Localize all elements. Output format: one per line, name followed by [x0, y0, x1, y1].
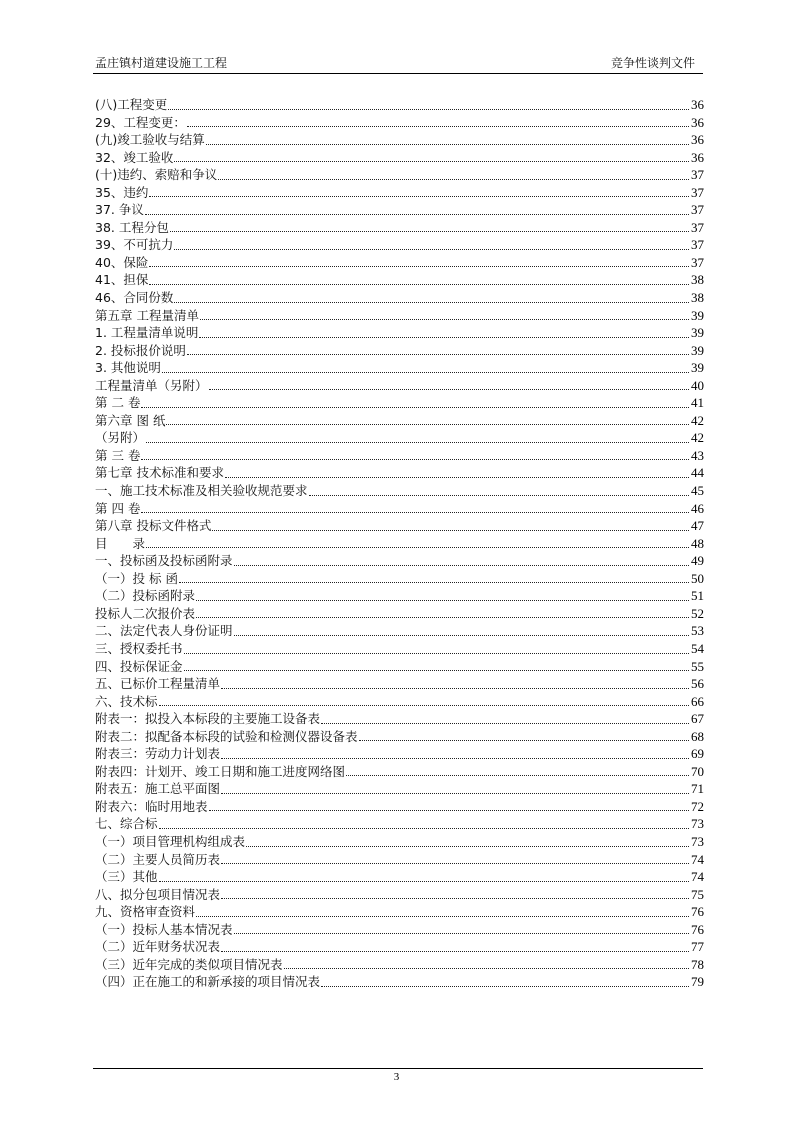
- toc-entry-title: 41、担保: [95, 272, 149, 288]
- toc-entry-page-number: 73: [691, 816, 704, 832]
- dot-leader: [218, 178, 689, 180]
- toc-entry-title: 第 三 卷: [95, 447, 141, 463]
- toc-entry-page-number: 69: [691, 746, 704, 762]
- page-header: [95, 55, 703, 73]
- toc-entry[interactable]: [95, 780, 704, 798]
- toc-entry[interactable]: [95, 552, 704, 570]
- toc-entry-page-number: 39: [691, 342, 704, 358]
- toc-entry-page-number: 76: [691, 904, 704, 920]
- toc-entry[interactable]: [95, 587, 704, 605]
- toc-entry-title: 29、工程变更：: [95, 114, 186, 130]
- toc-entry-page-number: 38: [691, 272, 704, 288]
- dot-leader: [179, 581, 689, 583]
- toc-entry[interactable]: [95, 447, 704, 465]
- toc-entry-title: （一）投 标 函: [95, 570, 178, 586]
- dot-leader: [184, 652, 689, 654]
- table-of-contents: [95, 96, 704, 991]
- toc-entry[interactable]: [95, 973, 704, 991]
- toc-entry-title: 附表六：临时用地表: [95, 798, 208, 814]
- toc-entry[interactable]: [95, 114, 704, 132]
- dot-leader: [141, 406, 689, 408]
- dot-leader: [212, 529, 689, 531]
- toc-entry-title: 二、法定代表人身份证明: [95, 623, 233, 639]
- toc-entry-page-number: 52: [691, 605, 704, 621]
- toc-entry-page-number: 67: [691, 711, 704, 727]
- toc-entry-title: （一）项目管理机构组成表: [95, 833, 246, 849]
- dot-leader: [234, 932, 689, 934]
- toc-entry-title: 38. 工程分包: [95, 219, 169, 235]
- dot-leader: [149, 283, 689, 285]
- toc-entry-page-number: 37: [691, 219, 704, 235]
- toc-entry[interactable]: [95, 500, 704, 518]
- toc-entry-title: 附表三：劳动力计划表: [95, 746, 221, 762]
- toc-entry-page-number: 77: [691, 939, 704, 955]
- dot-leader: [221, 862, 689, 864]
- toc-entry-title: 第七章 技术标准和要求: [95, 465, 224, 481]
- dot-leader: [234, 564, 689, 566]
- dot-leader: [321, 985, 689, 987]
- toc-entry-page-number: 76: [691, 921, 704, 937]
- dot-leader: [346, 774, 689, 776]
- toc-entry-title: （另附）: [95, 430, 146, 446]
- toc-entry-page-number: 50: [691, 570, 704, 586]
- toc-entry[interactable]: [95, 219, 704, 237]
- toc-entry-title: 四、投标保证金: [95, 658, 183, 674]
- toc-entry-title: 一、施工技术标准及相关验收规范要求: [95, 483, 308, 499]
- dot-leader: [196, 915, 689, 917]
- toc-entry[interactable]: [95, 658, 704, 676]
- toc-entry-page-number: 51: [691, 588, 704, 604]
- dot-leader: [221, 757, 689, 759]
- toc-entry-title: 工程量清单（另附）: [95, 377, 208, 393]
- toc-entry-page-number: 48: [691, 535, 704, 551]
- toc-entry-page-number: 55: [691, 658, 704, 674]
- dot-leader: [284, 967, 689, 969]
- toc-entry-title: 附表五：施工总平面图: [95, 781, 221, 797]
- toc-entry[interactable]: [95, 429, 704, 447]
- dot-leader: [141, 511, 689, 513]
- toc-entry-title: (十)违约、索赔和争议: [95, 167, 218, 183]
- toc-entry[interactable]: [95, 307, 704, 325]
- toc-entry-page-number: 73: [691, 833, 704, 849]
- toc-entry-page-number: 66: [691, 693, 704, 709]
- toc-entry-page-number: 41: [691, 395, 704, 411]
- header-project-title: 孟庄镇村道建设施工工程: [95, 56, 228, 70]
- toc-entry-title: (九)竣工验收与结算: [95, 132, 205, 148]
- dot-leader: [321, 722, 689, 724]
- page-number: 3: [393, 1071, 400, 1083]
- toc-entry[interactable]: [95, 412, 704, 430]
- toc-entry-title: （三）近年完成的类似项目情况表: [95, 956, 283, 972]
- toc-entry[interactable]: [95, 535, 704, 553]
- dot-leader: [187, 125, 689, 127]
- toc-entry-page-number: 70: [691, 763, 704, 779]
- toc-entry[interactable]: [95, 938, 704, 956]
- dot-leader: [221, 687, 689, 689]
- toc-entry-title: 一、投标函及投标函附录: [95, 553, 233, 569]
- toc-entry-page-number: 36: [691, 97, 704, 112]
- toc-entry-page-number: 42: [691, 412, 704, 428]
- dot-leader: [145, 213, 689, 215]
- toc-entry[interactable]: [95, 149, 704, 167]
- toc-entry[interactable]: [95, 324, 704, 342]
- dot-leader: [234, 634, 689, 636]
- dot-leader: [246, 845, 689, 847]
- dot-leader: [174, 160, 689, 162]
- toc-entry-page-number: 37: [691, 202, 704, 218]
- toc-entry-page-number: 42: [691, 430, 704, 446]
- dot-leader: [187, 353, 689, 355]
- toc-entry-page-number: 43: [691, 447, 704, 463]
- dot-leader: [200, 318, 689, 320]
- toc-entry[interactable]: [95, 745, 704, 763]
- toc-entry[interactable]: [95, 570, 704, 588]
- toc-entry-title: 第八章 投标文件格式: [95, 518, 212, 534]
- toc-entry-title: 附表一：拟投入本标段的主要施工设备表: [95, 711, 321, 727]
- toc-entry[interactable]: [95, 271, 704, 289]
- toc-entry-page-number: 78: [691, 956, 704, 972]
- toc-entry-title: 2. 投标报价说明: [95, 342, 186, 358]
- dot-leader: [359, 739, 689, 741]
- dot-leader: [170, 230, 689, 232]
- dot-leader: [146, 546, 689, 548]
- toc-entry[interactable]: [95, 482, 704, 500]
- toc-entry-title: 投标人二次报价表: [95, 605, 196, 621]
- toc-entry[interactable]: [95, 763, 704, 781]
- toc-entry-page-number: 37: [691, 254, 704, 270]
- toc-entry-page-number: 56: [691, 676, 704, 692]
- dot-leader: [159, 827, 689, 829]
- dot-leader: [168, 108, 689, 110]
- toc-entry[interactable]: [95, 236, 704, 254]
- toc-entry-title: 39、不可抗力: [95, 237, 174, 253]
- footer-divider: [93, 1068, 703, 1069]
- toc-entry[interactable]: [95, 131, 704, 149]
- toc-entry-page-number: 75: [691, 886, 704, 902]
- toc-entry-page-number: 47: [691, 518, 704, 534]
- toc-entry-page-number: 79: [691, 974, 704, 990]
- toc-entry-page-number: 39: [691, 360, 704, 376]
- dot-leader: [221, 950, 689, 952]
- toc-entry[interactable]: [95, 921, 704, 939]
- toc-entry-title: 32、竣工验收: [95, 149, 174, 165]
- toc-entry-title: 第六章 图 纸: [95, 412, 166, 428]
- toc-entry-title: （一）投标人基本情况表: [95, 921, 233, 937]
- toc-entry-title: （二）投标函附录: [95, 588, 196, 604]
- toc-entry-page-number: 36: [691, 149, 704, 165]
- dot-leader: [184, 669, 689, 671]
- dot-leader: [206, 143, 689, 145]
- toc-entry[interactable]: [95, 342, 704, 360]
- toc-entry[interactable]: [95, 903, 704, 921]
- toc-entry[interactable]: [95, 464, 704, 482]
- toc-entry-title: 六、技术标: [95, 693, 158, 709]
- dot-leader: [209, 388, 689, 390]
- toc-entry-title: (八)工程变更: [95, 97, 168, 112]
- toc-entry-title: 46、合同份数: [95, 290, 174, 306]
- toc-entry[interactable]: [95, 675, 704, 693]
- toc-entry-title: 第 二 卷: [95, 395, 141, 411]
- toc-entry-title: （三）其他: [95, 869, 158, 885]
- toc-entry[interactable]: [95, 377, 704, 395]
- toc-entry[interactable]: [95, 254, 704, 272]
- toc-entry-page-number: 68: [691, 728, 704, 744]
- toc-entry-title: 附表四：计划开、竣工日期和施工进度网络图: [95, 763, 346, 779]
- header-document-type: 竞争性谈判文件: [610, 56, 695, 70]
- toc-entry-page-number: 54: [691, 640, 704, 656]
- toc-entry-title: 37. 争议: [95, 202, 144, 218]
- toc-entry-title: 第五章 工程量清单: [95, 307, 199, 323]
- toc-entry[interactable]: [95, 728, 704, 746]
- dot-leader: [196, 599, 689, 601]
- toc-entry-title: 第 四 卷: [95, 500, 141, 516]
- toc-entry[interactable]: [95, 166, 704, 184]
- toc-entry[interactable]: [95, 956, 704, 974]
- toc-entry[interactable]: [95, 359, 704, 377]
- toc-entry[interactable]: [95, 886, 704, 904]
- toc-entry[interactable]: [95, 693, 704, 711]
- toc-entry-page-number: 36: [691, 132, 704, 148]
- toc-entry-page-number: 36: [691, 114, 704, 130]
- toc-entry-title: 3. 其他说明: [95, 360, 161, 376]
- toc-entry-page-number: 72: [691, 798, 704, 814]
- dot-leader: [159, 704, 689, 706]
- dot-leader: [159, 880, 689, 882]
- toc-entry-title: 40、保险: [95, 254, 149, 270]
- toc-entry-title: 五、已标价工程量清单: [95, 676, 221, 692]
- toc-entry-page-number: 37: [691, 167, 704, 183]
- toc-entry[interactable]: [95, 622, 704, 640]
- toc-entry[interactable]: [95, 289, 704, 307]
- dot-leader: [149, 265, 689, 267]
- toc-entry-page-number: 39: [691, 307, 704, 323]
- toc-entry[interactable]: [95, 710, 704, 728]
- dot-leader: [209, 809, 689, 811]
- toc-entry-title: 九、资格审查资料: [95, 904, 196, 920]
- toc-entry-page-number: 74: [691, 851, 704, 867]
- toc-entry[interactable]: [95, 201, 704, 219]
- toc-entry-page-number: 46: [691, 500, 704, 516]
- toc-entry[interactable]: [95, 868, 704, 886]
- dot-leader: [196, 616, 689, 618]
- toc-entry-title: 八、拟分包项目情况表: [95, 886, 221, 902]
- toc-entry[interactable]: [95, 394, 704, 412]
- toc-entry-title: （二）近年财务状况表: [95, 939, 221, 955]
- toc-entry-page-number: 45: [691, 483, 704, 499]
- toc-entry-title: 三、授权委托书: [95, 640, 183, 656]
- dot-leader: [199, 336, 689, 338]
- dot-leader: [174, 301, 689, 303]
- toc-entry-page-number: 37: [691, 237, 704, 253]
- toc-entry-title: 目 录: [95, 535, 146, 551]
- dot-leader: [221, 897, 689, 899]
- toc-entry-title: （二）主要人员简历表: [95, 851, 221, 867]
- toc-entry-page-number: 44: [691, 465, 704, 481]
- toc-entry-title: （四）正在施工的和新承接的项目情况表: [95, 974, 321, 990]
- toc-entry-page-number: 53: [691, 623, 704, 639]
- toc-entry-page-number: 49: [691, 553, 704, 569]
- toc-entry-title: 附表二：拟配备本标段的试验和检测仪器设备表: [95, 728, 358, 744]
- toc-entry[interactable]: [95, 815, 704, 833]
- toc-entry-title: 35、违约: [95, 184, 149, 200]
- toc-entry[interactable]: [95, 96, 704, 114]
- dot-leader: [174, 248, 689, 250]
- toc-entry[interactable]: [95, 184, 704, 202]
- toc-entry[interactable]: [95, 798, 704, 816]
- header-divider: [93, 73, 703, 74]
- dot-leader: [149, 195, 689, 197]
- toc-entry[interactable]: [95, 851, 704, 869]
- toc-entry[interactable]: [95, 833, 704, 851]
- toc-entry-page-number: 38: [691, 290, 704, 306]
- dot-leader: [225, 476, 689, 478]
- toc-entry-title: 1. 工程量清单说明: [95, 325, 199, 341]
- toc-entry[interactable]: [95, 640, 704, 658]
- dot-leader: [162, 371, 689, 373]
- toc-entry[interactable]: [95, 605, 704, 623]
- dot-leader: [141, 458, 689, 460]
- toc-entry-page-number: 74: [691, 869, 704, 885]
- toc-entry-page-number: 71: [691, 781, 704, 797]
- dot-leader: [221, 792, 689, 794]
- toc-entry[interactable]: [95, 517, 704, 535]
- toc-entry-page-number: 39: [691, 325, 704, 341]
- dot-leader: [166, 423, 689, 425]
- toc-entry-page-number: 40: [691, 377, 704, 393]
- toc-entry-title: 七、综合标: [95, 816, 158, 832]
- dot-leader: [309, 494, 689, 496]
- toc-entry-page-number: 37: [691, 184, 704, 200]
- dot-leader: [146, 441, 689, 443]
